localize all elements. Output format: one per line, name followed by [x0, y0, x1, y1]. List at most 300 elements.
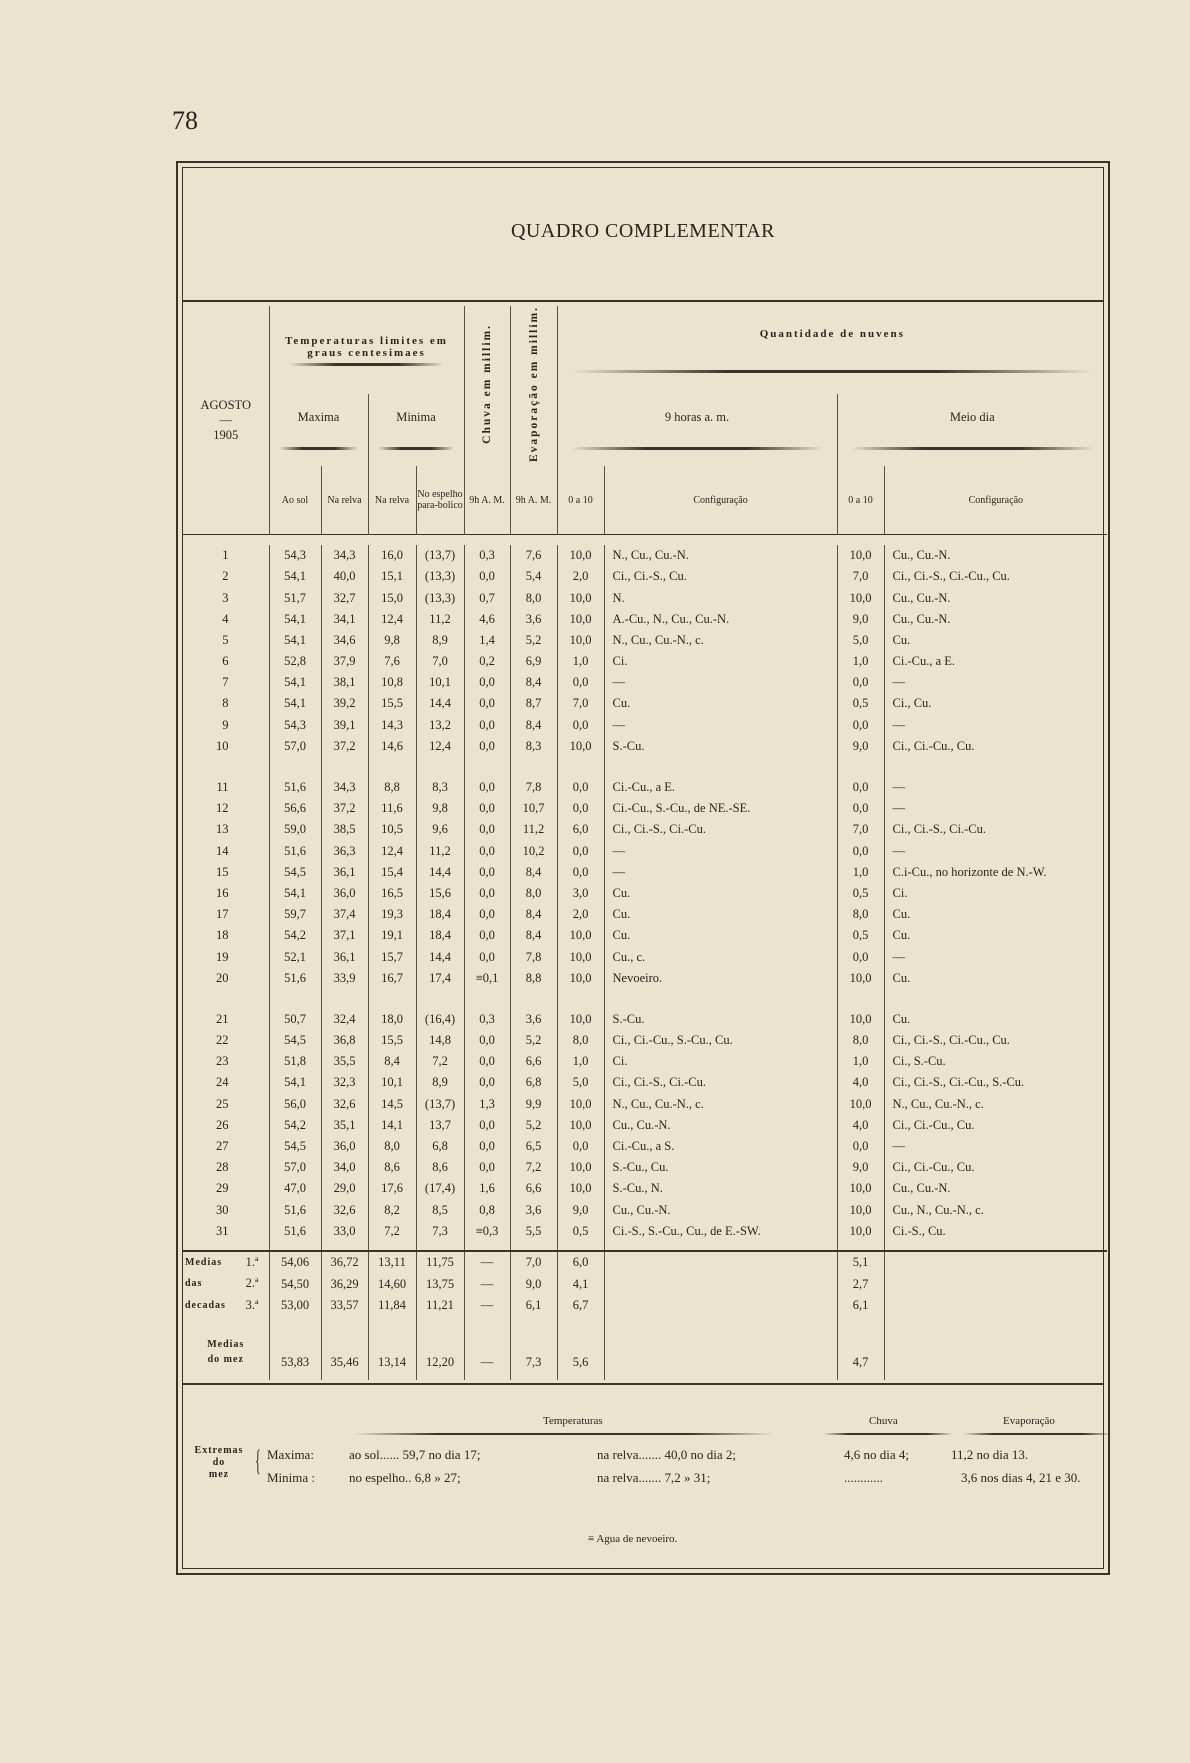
month-header	[183, 306, 269, 535]
nine-hours-header	[557, 394, 837, 466]
table-cell: 33,0	[321, 1221, 368, 1242]
extremes-rain-header: Chuva	[869, 1415, 898, 1427]
table-row	[183, 946, 1107, 967]
table-cell: 5,2	[510, 1030, 557, 1051]
table-cell: 32,7	[321, 587, 368, 608]
table-cell: 51,6	[269, 1221, 321, 1242]
table-cell: 0,0	[464, 925, 510, 946]
table-cell: 0,5	[837, 883, 884, 904]
table-row	[183, 1072, 1107, 1093]
table-cell: 4,0	[837, 1072, 884, 1093]
table-cell: S.-Cu., Cu.	[604, 1157, 837, 1178]
table-cell: 7,0	[557, 693, 604, 714]
table-cell: 9,8	[368, 630, 416, 651]
table-cell: 9,0	[837, 609, 884, 630]
table-cell: 15	[216, 864, 229, 879]
table-cell: 23	[216, 1054, 229, 1069]
table-cell: 35,5	[321, 1051, 368, 1072]
table-cell: 22	[216, 1033, 229, 1048]
table-cell: 10,0	[557, 1115, 604, 1136]
maxima-row-label: Maxima:	[267, 1447, 314, 1462]
average-cell: 7,3	[510, 1330, 557, 1374]
table-cell: 9,9	[510, 1094, 557, 1115]
table-cell: 0,5	[837, 925, 884, 946]
average-cell	[604, 1273, 837, 1295]
table-cell: 14,1	[368, 1115, 416, 1136]
table-cell: 2	[222, 569, 229, 584]
table-cell: 14,3	[368, 715, 416, 736]
table-cell: 54,1	[269, 566, 321, 587]
table-row	[183, 904, 1107, 925]
table-cell: 0,0	[464, 693, 510, 714]
table-cell: 54,3	[269, 715, 321, 736]
table-cell: 15,5	[368, 693, 416, 714]
midday-label: Meio dia	[949, 410, 995, 425]
table-cell: 26	[216, 1117, 229, 1132]
average-cell: 14,60	[368, 1273, 416, 1295]
table-cell: 7,0	[416, 651, 464, 672]
table-cell: 20	[216, 970, 229, 985]
table-cell: 10,0	[837, 1199, 884, 1220]
table-cell: 16,5	[368, 883, 416, 904]
table-cell: 24	[216, 1075, 229, 1090]
table-row	[183, 1199, 1107, 1220]
footnote: ≡ Agua de nevoeiro.	[588, 1533, 678, 1545]
table-cell: (13,3)	[416, 566, 464, 587]
table-cell: 0,0	[837, 1136, 884, 1157]
table-row	[183, 1094, 1107, 1115]
table-cell: 37,9	[321, 651, 368, 672]
table-row	[183, 566, 1107, 587]
table-cell: 54,1	[269, 672, 321, 693]
table-cell: 8,0	[510, 883, 557, 904]
average-cell: 6,7	[557, 1295, 604, 1317]
table-cell: 8,7	[510, 693, 557, 714]
table-cell: (17,4)	[416, 1178, 464, 1199]
table-cell: 0,0	[464, 904, 510, 925]
table-cell: 36,0	[321, 1136, 368, 1157]
table-body	[183, 545, 1107, 1380]
table-row	[183, 819, 1107, 840]
table-row	[183, 798, 1107, 819]
table-row	[183, 715, 1107, 736]
table-cell: 0,8	[464, 1199, 510, 1220]
table-cell: 8,4	[510, 862, 557, 883]
extremes-evaporation-header: Evaporação	[1003, 1415, 1055, 1427]
table-cell: 0,0	[837, 840, 884, 861]
table-cell: 0,0	[837, 777, 884, 798]
table-row	[183, 840, 1107, 861]
table-cell: Ci., Ci.-Cu., Cu.	[884, 1115, 1107, 1136]
table-cell: 7	[222, 675, 229, 690]
table-cell: —	[604, 862, 837, 883]
table-cell: 56,0	[269, 1094, 321, 1115]
table-row	[183, 609, 1107, 630]
table-cell: 7,2	[416, 1051, 464, 1072]
table-cell: 29	[216, 1181, 229, 1196]
table-cell: 10,1	[416, 672, 464, 693]
table-cell: 33,9	[321, 968, 368, 989]
table-cell: —	[604, 840, 837, 861]
table-cell: 0,5	[557, 1221, 604, 1242]
table-cell: Cu.	[884, 968, 1107, 989]
table-cell: —	[884, 672, 1107, 693]
table-cell: 12,4	[368, 840, 416, 861]
table-cell: Cu., Cu.-N.	[884, 609, 1107, 630]
decade-average-label: decadas	[185, 1299, 226, 1311]
table-cell: 10,0	[837, 968, 884, 989]
table-cell: 8,0	[837, 904, 884, 925]
table-cell: 3,6	[510, 1199, 557, 1220]
table-cell: 8,5	[416, 1199, 464, 1220]
table-cell: 7,3	[416, 1221, 464, 1242]
table-cell: 32,6	[321, 1199, 368, 1220]
table-cell: 0,0	[464, 715, 510, 736]
table-cell: 8	[222, 696, 229, 711]
table-cell: 5,0	[557, 1072, 604, 1093]
table-cell: (13,7)	[416, 545, 464, 566]
table-cell: Ci.	[604, 1051, 837, 1072]
average-cell	[604, 1251, 837, 1274]
decade-average-row	[183, 1295, 1107, 1317]
table-cell: Cu., Cu.-N.	[604, 1115, 837, 1136]
table-cell: 5	[222, 632, 229, 647]
table-cell: 37,2	[321, 736, 368, 757]
table-cell: 11,2	[510, 819, 557, 840]
average-cell: 6,1	[510, 1295, 557, 1317]
table-row	[183, 693, 1107, 714]
rain-label: Chuva em millim.	[481, 324, 494, 444]
table-cell: Cu.	[884, 904, 1107, 925]
table-cell: 8,3	[510, 736, 557, 757]
table-cell: C.i-Cu., no horizonte de N.-W.	[884, 862, 1107, 883]
table-cell: Ci., Ci.-S., Ci.-Cu., S.-Cu.	[884, 1072, 1107, 1093]
table-cell: 0,3	[464, 1009, 510, 1030]
table-cell: Cu., c.	[604, 946, 837, 967]
table-row	[183, 651, 1107, 672]
table-cell: —	[884, 840, 1107, 861]
table-cell: 10	[216, 738, 229, 753]
evaporation-label: Evaporação em millim.	[527, 306, 540, 463]
table-cell: 36,1	[321, 862, 368, 883]
table-cell: 52,1	[269, 946, 321, 967]
table-cell: 7,8	[510, 777, 557, 798]
table-cell: 9,8	[416, 798, 464, 819]
table-cell: Ci., S.-Cu.	[884, 1051, 1107, 1072]
table-cell: —	[604, 672, 837, 693]
table-cell: 10,0	[837, 545, 884, 566]
table-cell: 0,0	[464, 1157, 510, 1178]
table-cell: 3,6	[510, 1009, 557, 1030]
table-row	[183, 1136, 1107, 1157]
table-cell: 13,7	[416, 1115, 464, 1136]
average-cell: 5,6	[557, 1330, 604, 1374]
page-title: QUADRO COMPLEMENTAR	[510, 220, 776, 242]
table-cell: Cu.	[884, 630, 1107, 651]
table-cell: Cu.	[884, 1009, 1107, 1030]
table-cell: 4,0	[837, 1115, 884, 1136]
min-rain: ............	[844, 1470, 883, 1485]
table-cell: —	[884, 798, 1107, 819]
table-cell: 0,0	[557, 715, 604, 736]
extremes-label	[181, 1445, 257, 1481]
table-cell: 15,6	[416, 883, 464, 904]
table-cell: 18,0	[368, 1009, 416, 1030]
table-cell: 0,0	[464, 840, 510, 861]
average-cell: 54,50	[269, 1273, 321, 1295]
table-cell: 54,2	[269, 1115, 321, 1136]
table-cell: 9,0	[837, 1157, 884, 1178]
month-average-label-line1: Medias	[207, 1338, 245, 1350]
table-row	[183, 1157, 1107, 1178]
table-cell: 10,0	[557, 609, 604, 630]
table-cell: 50,7	[269, 1009, 321, 1030]
table-cell: 35,1	[321, 1115, 368, 1136]
table-cell: 11,6	[368, 798, 416, 819]
table-cell: 14,6	[368, 736, 416, 757]
table-cell: 14	[216, 843, 229, 858]
table-row	[183, 1051, 1107, 1072]
month-dash: —	[219, 412, 232, 427]
col-na-relva-min: Na relva	[368, 466, 416, 535]
table-cell: 38,1	[321, 672, 368, 693]
table-cell: 0,0	[557, 1136, 604, 1157]
min-espelho: no espelho.. 6,8 » 27;	[349, 1470, 461, 1485]
table-cell: 7,0	[837, 566, 884, 587]
table-cell: 39,2	[321, 693, 368, 714]
table-cell: 6,0	[557, 819, 604, 840]
table-cell: 8,6	[416, 1157, 464, 1178]
decade-average-label: das	[185, 1278, 203, 1290]
table-cell: 0,0	[837, 672, 884, 693]
col-evap-hour: 9h A. M.	[510, 466, 557, 535]
table-row	[183, 862, 1107, 883]
table-cell: 0,0	[464, 1136, 510, 1157]
table-cell: 10,5	[368, 819, 416, 840]
table-cell: Cu.	[884, 925, 1107, 946]
table-cell: 8,0	[837, 1030, 884, 1051]
minima-row-label: Minima :	[267, 1470, 316, 1485]
table-cell: 34,3	[321, 777, 368, 798]
table-cell: 54,1	[269, 609, 321, 630]
table-cell: 6,6	[510, 1178, 557, 1199]
table-row	[183, 777, 1107, 798]
table-cell: 10,0	[557, 545, 604, 566]
table-cell: 0,0	[464, 862, 510, 883]
col-na-relva-max: Na relva	[321, 466, 368, 535]
table-cell: 51,6	[269, 777, 321, 798]
table-cell: (13,7)	[416, 1094, 464, 1115]
table-cell: N., Cu., Cu.-N., c.	[884, 1094, 1107, 1115]
table-cell: 51,6	[269, 840, 321, 861]
table-cell: 0,0	[557, 798, 604, 819]
table-cell: —	[884, 777, 1107, 798]
table-cell: ≡0,3	[464, 1221, 510, 1242]
table-cell: 0,0	[464, 672, 510, 693]
table-cell: Cu., Cu.-N.	[604, 1199, 837, 1220]
table-cell: 6,9	[510, 651, 557, 672]
table-cell: 10,0	[557, 630, 604, 651]
table-cell: 17	[216, 907, 229, 922]
average-cell	[604, 1295, 837, 1317]
year-label: 1905	[213, 427, 239, 442]
table-cell: 11,2	[416, 609, 464, 630]
table-cell: 8,4	[510, 925, 557, 946]
table-cell: N., Cu., Cu.-N.	[604, 545, 837, 566]
month-average-row	[183, 1330, 1107, 1374]
table-cell: —	[884, 946, 1107, 967]
table-row	[183, 1221, 1107, 1242]
table-cell: Ci.-S., Cu.	[884, 1221, 1107, 1242]
table-row	[183, 630, 1107, 651]
average-cell: 35,46	[321, 1330, 368, 1374]
table-cell: 1,4	[464, 630, 510, 651]
col-config-9h: Configuração	[604, 466, 837, 535]
table-cell: 0,0	[464, 883, 510, 904]
table-cell: 36,8	[321, 1030, 368, 1051]
average-cell: —	[464, 1251, 510, 1274]
table-cell: 0,0	[557, 672, 604, 693]
table-cell: Cu., Cu.-N.	[884, 1178, 1107, 1199]
table-cell: 36,0	[321, 883, 368, 904]
table-cell: 8,4	[368, 1051, 416, 1072]
max-sol: ao sol...... 59,7 no dia 17;	[349, 1447, 481, 1462]
table-cell: 6,8	[510, 1072, 557, 1093]
table-cell: 1,0	[837, 651, 884, 672]
table-cell: Cu.	[604, 904, 837, 925]
page-number: 78	[172, 106, 198, 135]
table-cell: 0,0	[464, 946, 510, 967]
average-cell: 33,57	[321, 1295, 368, 1317]
table-cell: N., Cu., Cu.-N., c.	[604, 630, 837, 651]
table-cell: 8,0	[557, 1030, 604, 1051]
table-cell: 14,4	[416, 862, 464, 883]
col-no-espelho: No espelho para-bolico	[416, 466, 464, 535]
table-cell: 0,0	[464, 777, 510, 798]
table-cell: 10,0	[837, 1178, 884, 1199]
table-cell: 54,5	[269, 1030, 321, 1051]
observations-table	[183, 306, 1107, 1380]
table-cell: Ci., Ci.-S., Ci.-Cu., Cu.	[884, 566, 1107, 587]
table-cell: 36,1	[321, 946, 368, 967]
table-cell: 13	[216, 822, 229, 837]
table-cell: 54,1	[269, 1072, 321, 1093]
table-cell: 10,0	[557, 736, 604, 757]
table-cell: N.	[604, 587, 837, 608]
table-cell: 3	[222, 590, 229, 605]
midday-header	[837, 394, 1107, 466]
table-cell: 38,5	[321, 819, 368, 840]
table-cell: Ci.-S., S.-Cu., Cu., de E.-SW.	[604, 1221, 837, 1242]
table-cell: 10,0	[557, 1157, 604, 1178]
table-cell: 32,3	[321, 1072, 368, 1093]
table-cell: 0,0	[837, 946, 884, 967]
evaporation-header	[510, 306, 557, 466]
table-cell: 54,1	[269, 693, 321, 714]
table-cell: 16,0	[368, 545, 416, 566]
table-cell: 2,0	[557, 904, 604, 925]
table-cell: Nevoeiro.	[604, 968, 837, 989]
average-cell	[884, 1330, 1107, 1374]
table-cell: Ci., Ci.-S., Cu.	[604, 566, 837, 587]
table-cell: 30	[216, 1202, 229, 1217]
table-cell: —	[604, 715, 837, 736]
table-row	[183, 883, 1107, 904]
table-cell: 4	[222, 611, 229, 626]
table-row	[183, 968, 1107, 989]
maxima-label: Maxima	[297, 410, 340, 425]
table-cell: 0,0	[464, 1115, 510, 1136]
extremes-label-line2: do	[212, 1457, 226, 1468]
average-cell: 53,00	[269, 1295, 321, 1317]
table-cell: 10,0	[557, 587, 604, 608]
table-cell: 9,6	[416, 819, 464, 840]
table-cell: 7,2	[368, 1221, 416, 1242]
table-cell: Ci.	[604, 651, 837, 672]
title-box	[183, 168, 1103, 302]
table-cell: 51,8	[269, 1051, 321, 1072]
table-cell: Cu.	[604, 883, 837, 904]
table-cell: 8,9	[416, 630, 464, 651]
table-cell: 39,1	[321, 715, 368, 736]
extremes-box	[183, 1383, 1103, 1575]
table-cell: 10,0	[837, 1221, 884, 1242]
average-cell: 12,20	[416, 1330, 464, 1374]
decade-ordinal: 3.ª	[245, 1297, 259, 1312]
average-cell: 5,1	[837, 1251, 884, 1274]
table-cell: 37,4	[321, 904, 368, 925]
table-cell: Ci.	[884, 883, 1107, 904]
table-cell: Ci.-Cu., a S.	[604, 1136, 837, 1157]
table-cell: 54,2	[269, 925, 321, 946]
average-cell: 7,0	[510, 1251, 557, 1274]
average-cell: 36,72	[321, 1251, 368, 1274]
table-cell: 3,6	[510, 609, 557, 630]
table-cell: 25	[216, 1096, 229, 1111]
average-cell: 36,29	[321, 1273, 368, 1295]
table-cell: 3,0	[557, 883, 604, 904]
table-row	[183, 925, 1107, 946]
table-cell: Ci., Ci.-S., Ci.-Cu.	[884, 819, 1107, 840]
decade-average-label: Medias	[185, 1256, 223, 1268]
table-cell: —	[884, 1136, 1107, 1157]
table-row	[183, 1115, 1107, 1136]
table-cell: 10,0	[837, 1009, 884, 1030]
average-cell: 11,21	[416, 1295, 464, 1317]
table-cell: 10,0	[557, 968, 604, 989]
table-cell: 1,0	[557, 1051, 604, 1072]
table-cell: 17,4	[416, 968, 464, 989]
table-cell: 0,0	[464, 1051, 510, 1072]
table-cell: 8,8	[510, 968, 557, 989]
average-cell: —	[464, 1273, 510, 1295]
decade-ordinal: 1.ª	[245, 1254, 259, 1269]
max-rain: 4,6 no dia 4;	[844, 1447, 909, 1462]
table-cell: 8,8	[368, 777, 416, 798]
table-cell: 16,7	[368, 968, 416, 989]
average-cell: 11,84	[368, 1295, 416, 1317]
table-cell: 34,1	[321, 609, 368, 630]
average-cell	[604, 1330, 837, 1374]
table-cell: 0,0	[464, 819, 510, 840]
table-cell: 6,6	[510, 1051, 557, 1072]
table-cell: 5,2	[510, 1115, 557, 1136]
month-average-label-line2: do mez	[207, 1354, 244, 1366]
table-cell: 5,0	[837, 630, 884, 651]
table-cell: 57,0	[269, 736, 321, 757]
table-cell: S.-Cu., N.	[604, 1178, 837, 1199]
col-scale-midday: 0 a 10	[837, 466, 884, 535]
